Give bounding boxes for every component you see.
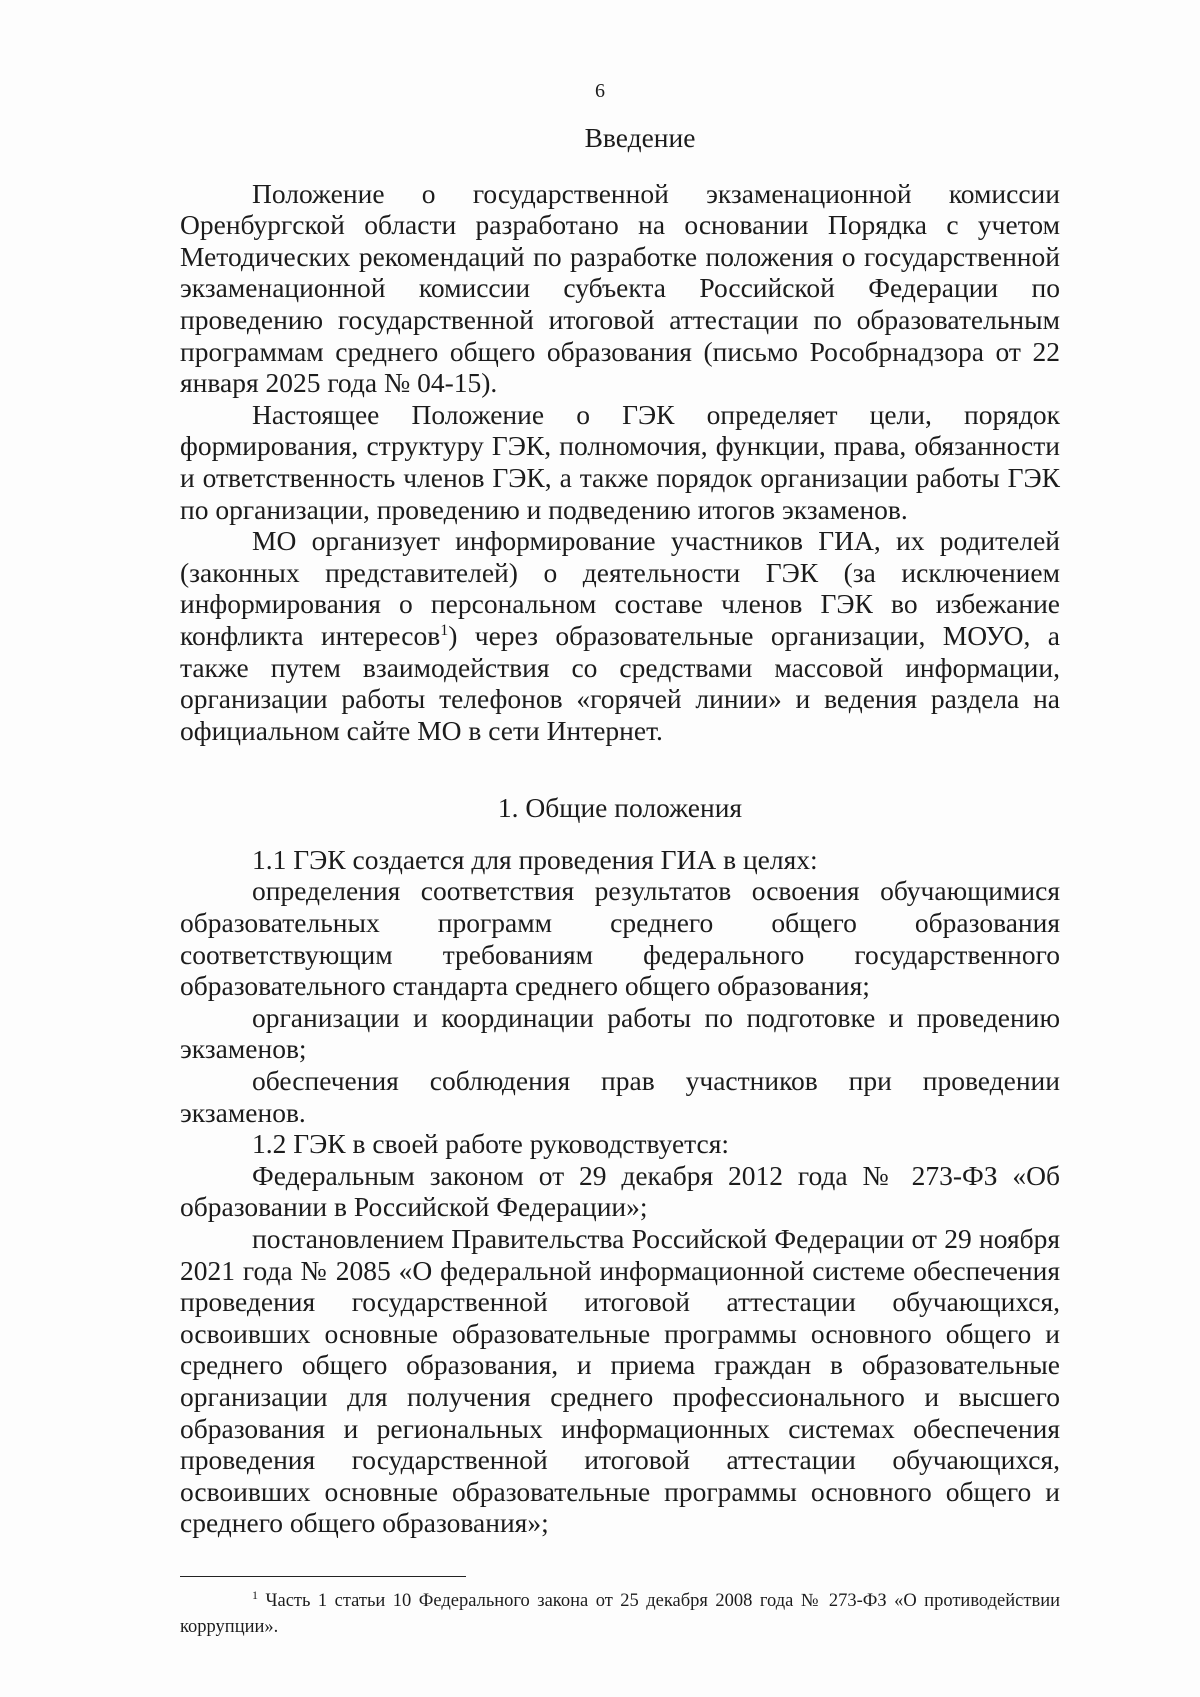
intro-paragraph: Настоящее Положение о ГЭК определяет цели, порядок формирования, структуру ГЭК, полномочия, функции, права, обязанности и ответственность членов ГЭК, а также порядок организации работы ГЭК по организации, проведению и подведению итогов экзаменов.: [180, 398, 1060, 525]
intro-paragraph-text: МО организует информирование участников ГИА, их родителей (законных представителей) о деятельности ГЭК (за исключением информирования о персональном составе членов ГЭК во избежание конфликта интересов: [180, 525, 1060, 651]
footnote-marker: 1: [252, 1587, 258, 1602]
section-paragraph: обеспечения соблюдения прав участников при проведении экзаменов.: [180, 1065, 1060, 1128]
section-paragraph: 1.2 ГЭК в своей работе руководствуется:: [252, 1128, 730, 1160]
footnote-divider: [180, 1576, 466, 1577]
section-paragraph: определения соответствия результатов освоения обучающимися образовательных программ среднего общего образования соответствующим требованиям федерального государственного образовательного стандарта среднего общего образования;: [180, 875, 1060, 1002]
footnote-reference: 1: [440, 621, 449, 639]
footnote: [180, 1588, 1060, 1640]
section-heading: 1. Общие положения: [497, 792, 743, 824]
intro-paragraph: Положение о государственной экзаменационной комиссии Оренбургской области разработано на основании Порядка с учетом Методических рекомендаций по разработке положения о государственной экзаменационной комиссии субъекта Российской Федерации по проведению государственной итоговой аттестации по образовательным программам среднего общего образования (письмо Рособрнадзора от 22 января 2025 года № 04-15).: [180, 177, 1060, 399]
page-content: [180, 122, 1060, 1539]
section-paragraph: Федеральным законом от 29 декабря 2012 года № 273-ФЗ «Об образовании в Российской Федерации»;: [180, 1159, 1060, 1223]
section-paragraph: организации и координации работы по подготовке и проведению экзаменов;: [180, 1001, 1060, 1065]
page-number: 6: [595, 80, 605, 102]
footnote-text: Часть 1 статьи 10 Федерального закона от 25 декабря 2008 года № 273-ФЗ «О противодействии коррупции».: [180, 1591, 1060, 1637]
section-paragraph: 1.1 ГЭК создается для проведения ГИА в целях:: [252, 843, 818, 875]
section-paragraph: постановлением Правительства Российской Федерации от 29 ноября 2021 года № 2085 «О федеральной информационной системе обеспечения проведения государственной итоговой аттестации обучающихся, освоивших основные образовательные программы основного общего и среднего общего образования, и приема граждан в образовательные организации для получения среднего профессионального и высшего образования и региональных информационных системах обеспечения проведения государственной итоговой аттестации обучающихся, освоивших основные образовательные программы основного общего и среднего общего образования»;: [180, 1223, 1060, 1539]
intro-heading: Введение: [584, 122, 696, 153]
intro-paragraph-informing: [180, 525, 1060, 746]
intro-paragraph-text: ) через образовательные организации, МОУО, а также путем взаимодействия со средствами массовой информации, организации работы телефонов «горячей линии» и ведения раздела на официальном сайте МО в сети Интернет.: [180, 619, 1060, 746]
